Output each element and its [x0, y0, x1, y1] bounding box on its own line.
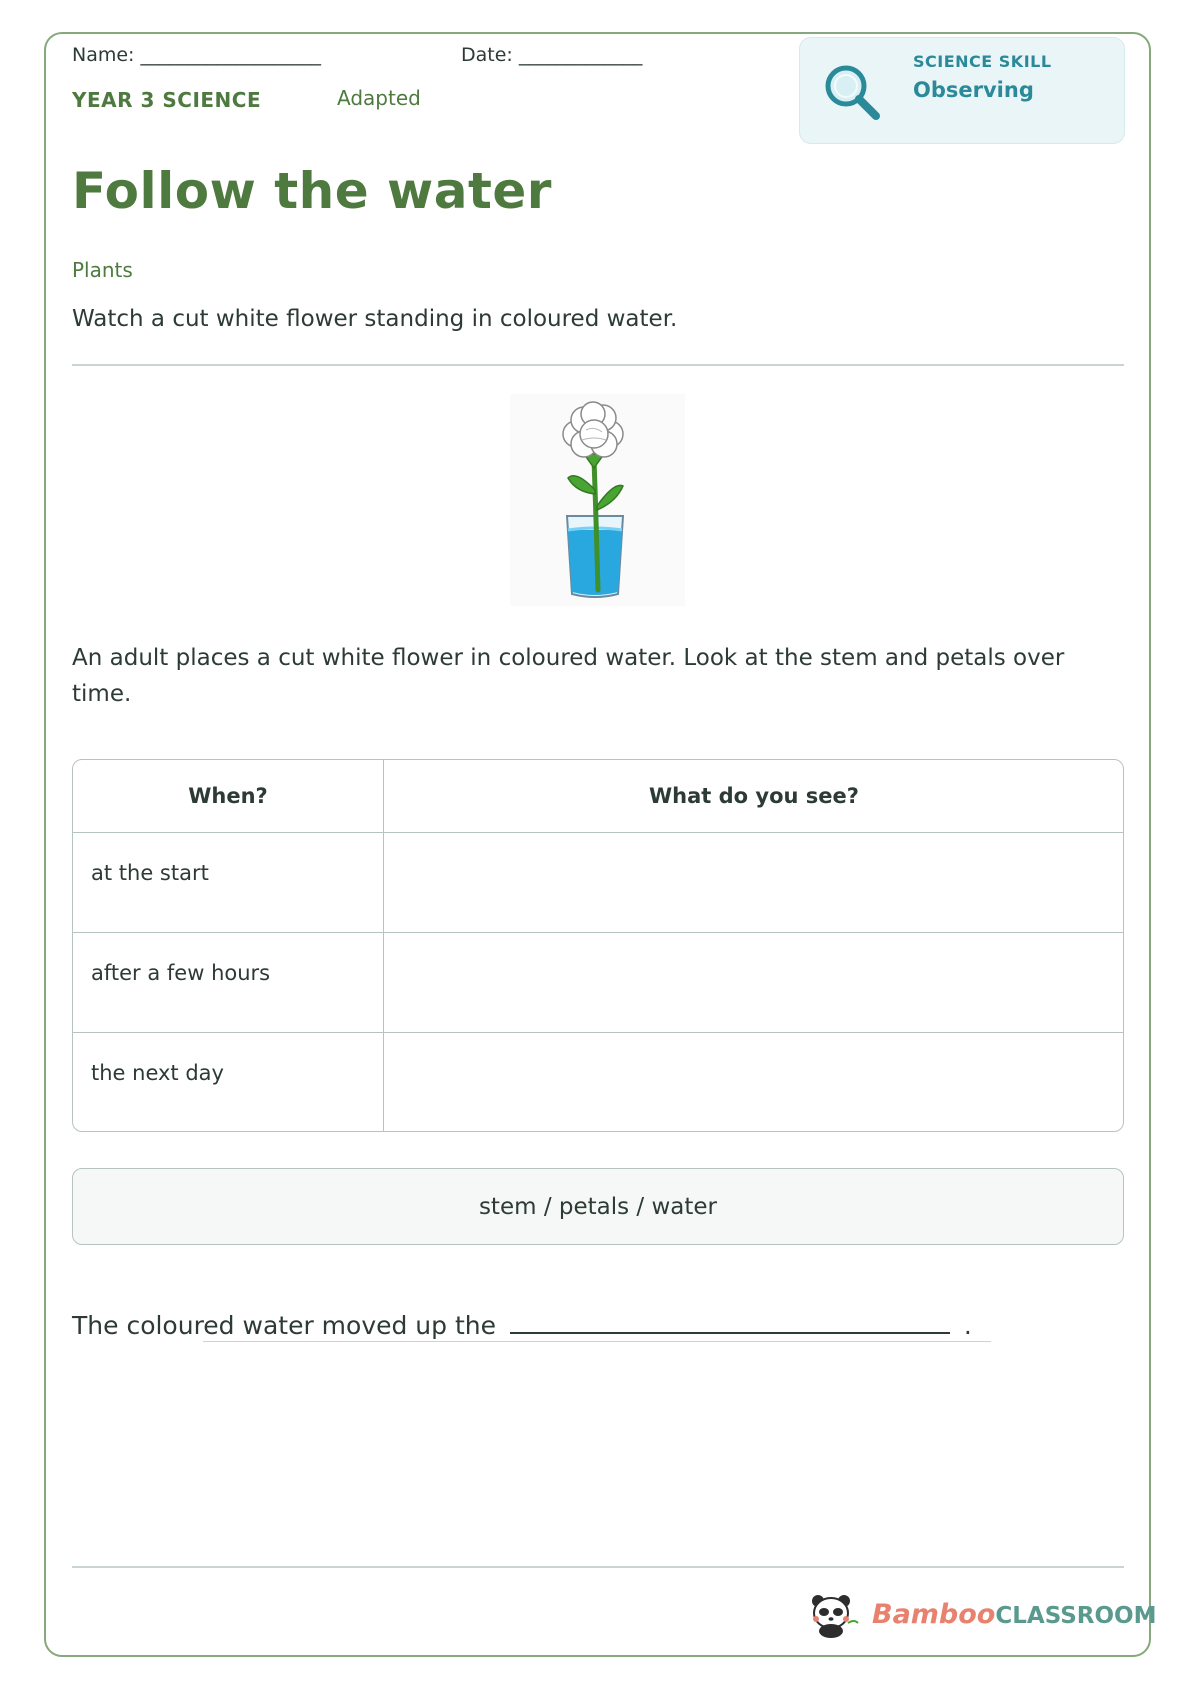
divider	[72, 364, 1124, 366]
writing-guide-line	[203, 1341, 991, 1342]
sentence-suffix: .	[963, 1311, 972, 1340]
logo-word-bamboo: Bamboo	[872, 1599, 996, 1630]
bamboo-classroom-logo	[804, 1593, 1157, 1639]
logo-word-classroom: CLASSROOM	[995, 1603, 1157, 1629]
version-label: Adapted	[337, 86, 421, 110]
row-when-cell: the next day	[91, 1061, 224, 1085]
table-row	[73, 1033, 1123, 1132]
intro-text: Watch a cut white flower standing in coloured water.	[72, 306, 678, 332]
skill-name: Observing	[913, 78, 1034, 102]
word-bank: stem / petals / water	[72, 1168, 1124, 1245]
logo-wordmark	[872, 1599, 1157, 1630]
table-row	[73, 933, 1123, 1033]
row-when-cell: at the start	[91, 861, 209, 885]
table-header-row	[73, 760, 1123, 833]
sentence-prefix: The coloured water moved up the	[72, 1311, 496, 1340]
observation-answer-cell[interactable]	[385, 1033, 1124, 1132]
magnifying-glass-icon	[822, 62, 884, 124]
skill-card	[799, 37, 1125, 144]
flower-in-glass-illustration	[510, 394, 685, 606]
observation-table	[72, 759, 1124, 1132]
observation-answer-cell[interactable]	[385, 933, 1124, 1033]
date-field[interactable]: Date: _____________	[461, 44, 643, 66]
fill-in-sentence	[72, 1310, 972, 1340]
header-when: When?	[188, 784, 268, 808]
skill-kicker: SCIENCE SKILL	[913, 52, 1052, 71]
observation-answer-cell[interactable]	[385, 833, 1124, 933]
header-observation: What do you see?	[649, 784, 859, 808]
answer-blank[interactable]	[510, 1310, 950, 1334]
worksheet-title: Follow the water	[72, 162, 552, 220]
footer-divider	[72, 1566, 1124, 1568]
row-when-cell: after a few hours	[91, 961, 271, 985]
topic-label: Plants	[72, 258, 133, 282]
table-row	[73, 833, 1123, 933]
instructions-text: An adult places a cut white flower in coloured water. Look at the stem and petals over time.	[72, 645, 1065, 707]
panda-icon	[804, 1593, 860, 1639]
year-label: YEAR 3 SCIENCE	[72, 88, 262, 112]
name-field[interactable]: Name: ___________________	[72, 44, 321, 66]
